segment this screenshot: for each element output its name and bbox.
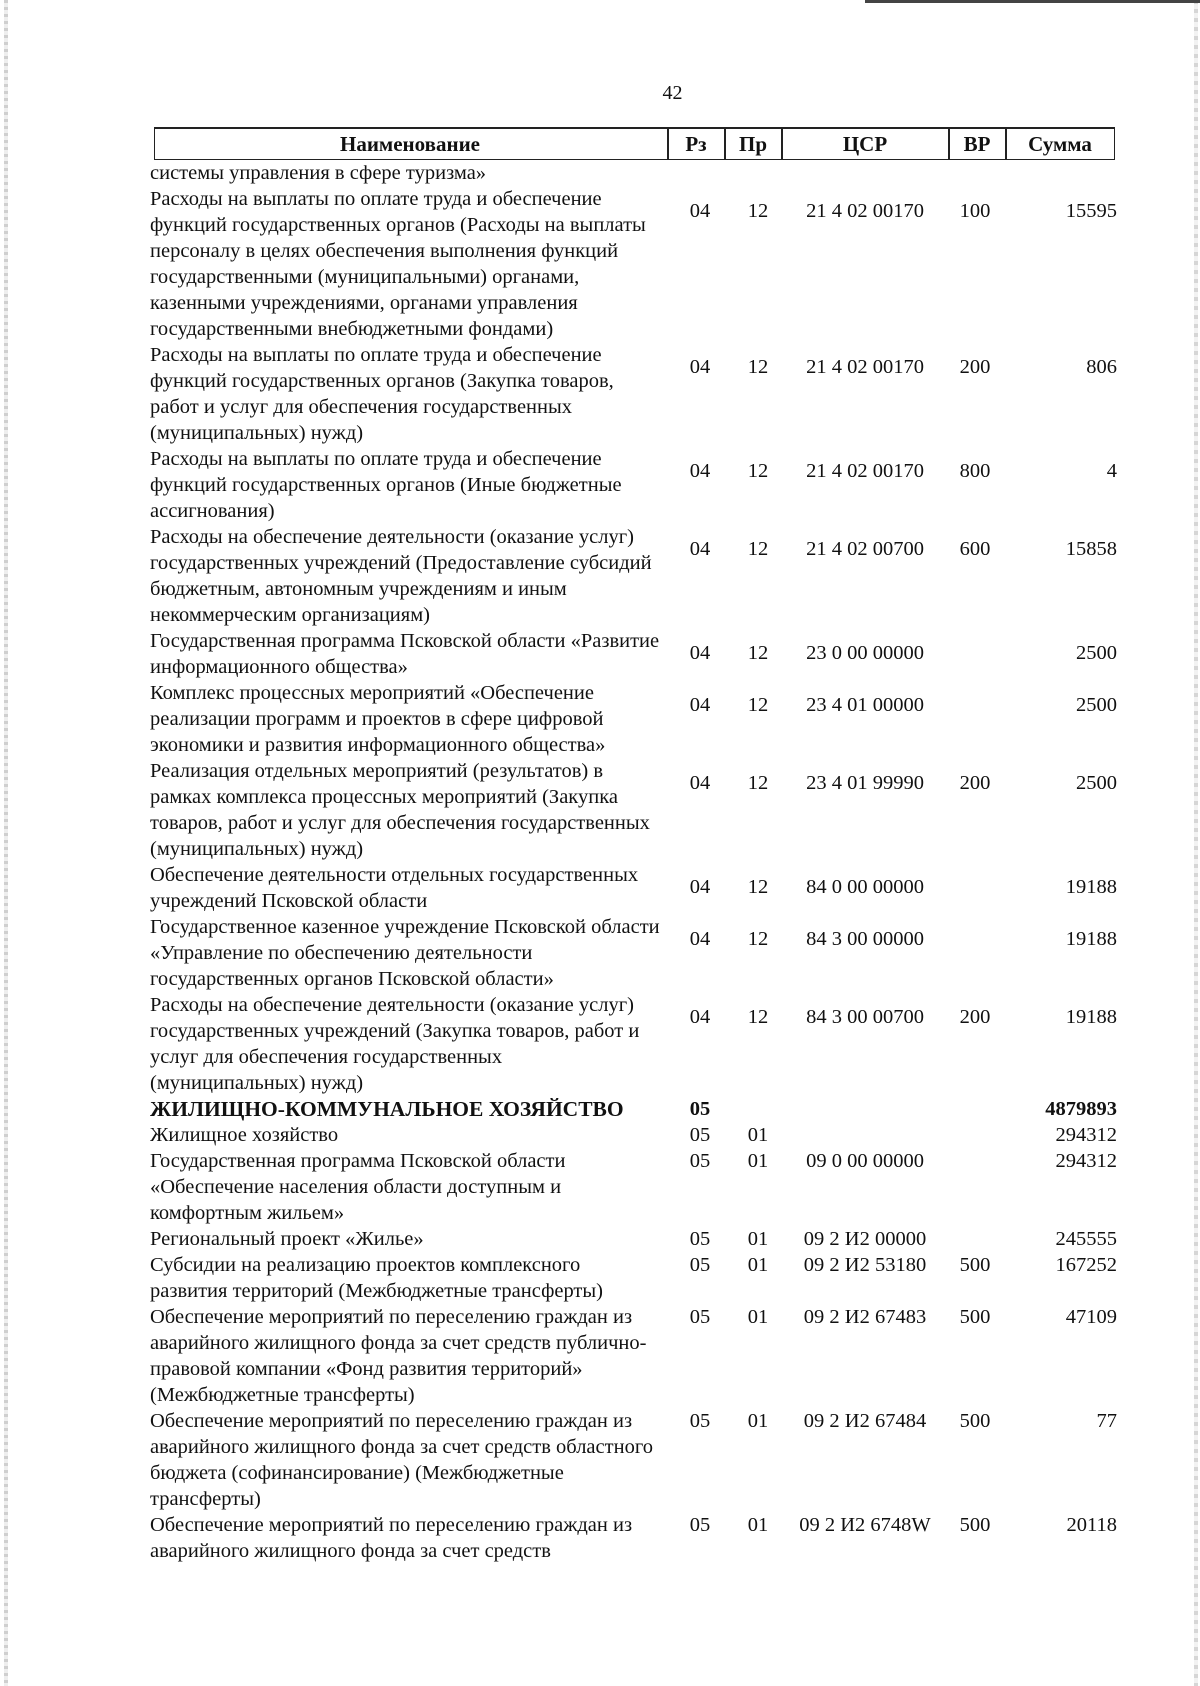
row-sum: 19188 xyxy=(1065,928,1117,950)
table-row xyxy=(150,914,1120,992)
row-csr: 21 4 02 00170 xyxy=(806,356,924,378)
row-sum: 4 xyxy=(1106,460,1117,482)
row-rz: 05 xyxy=(689,1254,711,1276)
row-sum: 19188 xyxy=(1065,876,1117,898)
row-vr: 200 xyxy=(959,356,991,378)
table-row xyxy=(150,186,1120,342)
row-csr: 84 0 00 00000 xyxy=(806,876,924,898)
row-name: Государственное казенное учреждение Псковской области «Управление по обеспечению деятельности государственных органов Псковской области» xyxy=(150,916,660,990)
table-row xyxy=(150,992,1120,1096)
row-rz: 05 xyxy=(689,1306,711,1328)
table-row xyxy=(150,862,1120,914)
row-rz: 04 xyxy=(689,200,711,222)
row-sum: 47109 xyxy=(1065,1306,1117,1328)
table-row xyxy=(150,524,1120,628)
row-vr: 600 xyxy=(959,538,991,560)
row-pr: 12 xyxy=(747,538,769,560)
row-pr: 01 xyxy=(747,1254,769,1276)
row-sum: 294312 xyxy=(1055,1124,1117,1146)
row-rz: 04 xyxy=(689,460,711,482)
row-csr: 21 4 02 00170 xyxy=(806,460,924,482)
row-vr: 200 xyxy=(959,772,991,794)
row-pr: 12 xyxy=(747,1006,769,1028)
row-rz: 05 xyxy=(689,1514,711,1536)
row-name: Государственная программа Псковской области «Развитие информационного общества» xyxy=(150,630,660,678)
scan-edge-right xyxy=(1194,0,1198,1686)
row-rz: 04 xyxy=(689,928,711,950)
row-name: Реализация отдельных мероприятий (результатов) в рамках комплекса процессных мероприятий (Закупка товаров, работ и услуг для обеспечения государственных (муниципальных) нужд) xyxy=(150,760,650,860)
row-pr: 01 xyxy=(747,1514,769,1536)
row-pr: 12 xyxy=(747,876,769,898)
row-sum: 2500 xyxy=(1076,694,1117,716)
row-csr: 09 0 00 00000 xyxy=(806,1150,924,1172)
row-pr: 12 xyxy=(747,928,769,950)
row-name: Расходы на обеспечение деятельности (оказание услуг) государственных учреждений (Предоставление субсидий бюджетным, автономным учреждениям и иным некоммерческим организациям) xyxy=(150,526,652,626)
row-csr: 21 4 02 00700 xyxy=(806,538,924,560)
row-name: Региональный проект «Жилье» xyxy=(150,1228,424,1250)
row-rz: 05 xyxy=(689,1124,711,1146)
row-name: Обеспечение мероприятий по переселению граждан из аварийного жилищного фонда за счет средств областного бюджета (софинансирование) (Межбюджетные трансферты) xyxy=(150,1410,653,1510)
table-body xyxy=(150,160,1120,1564)
row-vr: 500 xyxy=(959,1514,991,1536)
row-pr: 12 xyxy=(747,694,769,716)
row-csr: 23 4 01 99990 xyxy=(806,772,924,794)
row-rz: 04 xyxy=(689,772,711,794)
row-sum: 20118 xyxy=(1066,1514,1117,1536)
row-vr: 500 xyxy=(959,1254,991,1276)
row-rz: 04 xyxy=(689,356,711,378)
row-csr: 09 2 И2 6748W xyxy=(799,1514,931,1536)
row-pr: 12 xyxy=(747,200,769,222)
row-csr: 09 2 И2 00000 xyxy=(803,1228,927,1250)
row-vr: 100 xyxy=(959,200,991,222)
row-sum: 294312 xyxy=(1055,1150,1117,1172)
row-vr: 200 xyxy=(959,1006,991,1028)
row-pr: 12 xyxy=(747,356,769,378)
header-vr: ВР xyxy=(963,132,991,156)
table-row xyxy=(150,758,1120,862)
row-sum: 77 xyxy=(1096,1410,1117,1432)
row-sum: 19188 xyxy=(1065,1006,1117,1028)
table-row xyxy=(150,1512,1120,1564)
header-sum: Сумма xyxy=(1028,132,1092,156)
row-name: Расходы на выплаты по оплате труда и обеспечение функций государственных органов (Расходы на выплаты персоналу в целях обеспечения выполнения функций государственными (муниципальными) органами, казенными учреждениями, органами управления государственными внебюджетными фондами) xyxy=(150,188,646,340)
row-vr: 800 xyxy=(959,460,991,482)
row-name: Обеспечение мероприятий по переселению граждан из аварийного жилищного фонда за счет средств xyxy=(150,1514,633,1562)
row-sum: 15858 xyxy=(1065,538,1117,560)
row-vr: 500 xyxy=(959,1306,991,1328)
row-rz: 04 xyxy=(689,1006,711,1028)
header-rz: Рз xyxy=(685,132,707,156)
row-sum: 2500 xyxy=(1076,642,1117,664)
row-sum: 15595 xyxy=(1065,200,1117,222)
row-rz: 04 xyxy=(689,694,711,716)
row-name: Расходы на выплаты по оплате труда и обеспечение функций государственных органов (Закупка товаров, работ и услуг для обеспечения государственных (муниципальных) нужд) xyxy=(150,344,614,444)
row-rz: 05 xyxy=(689,1098,711,1120)
row-name: Расходы на выплаты по оплате труда и обеспечение функций государственных органов (Иные бюджетные ассигнования) xyxy=(150,448,622,522)
header-name: Наименование xyxy=(340,132,480,156)
row-pr: 01 xyxy=(747,1306,769,1328)
table-row xyxy=(150,160,1120,186)
row-rz: 05 xyxy=(689,1150,711,1172)
row-csr: 09 2 И2 67484 xyxy=(803,1410,927,1432)
row-sum: 245555 xyxy=(1055,1228,1117,1250)
row-rz: 05 xyxy=(689,1228,711,1250)
row-name: Расходы на обеспечение деятельности (оказание услуг) государственных учреждений (Закупка товаров, работ и услуг для обеспечения государственных (муниципальных) нужд) xyxy=(150,994,640,1094)
table-row xyxy=(150,1408,1120,1512)
table-header xyxy=(154,127,1115,160)
row-pr: 12 xyxy=(747,460,769,482)
row-pr: 01 xyxy=(747,1228,769,1250)
row-csr: 23 0 00 00000 xyxy=(806,642,924,664)
row-pr: 12 xyxy=(747,642,769,664)
table-row xyxy=(150,446,1120,524)
scan-edge-left xyxy=(4,0,8,1686)
row-name: Комплекс процессных мероприятий «Обеспечение реализации программ и проектов в сфере цифровой экономики и развития информационного общества» xyxy=(150,682,606,756)
row-pr: 01 xyxy=(747,1124,769,1146)
row-rz: 04 xyxy=(689,876,711,898)
table-row xyxy=(150,1148,1120,1226)
row-name: Обеспечение деятельности отдельных государственных учреждений Псковской области xyxy=(150,864,639,912)
table-row xyxy=(150,680,1120,758)
row-csr: 84 3 00 00700 xyxy=(806,1006,924,1028)
table-row xyxy=(150,1304,1120,1408)
row-csr: 09 2 И2 67483 xyxy=(803,1306,927,1328)
header-csr: ЦСР xyxy=(842,132,888,156)
row-name: Жилищное хозяйство xyxy=(150,1124,339,1146)
row-csr: 23 4 01 00000 xyxy=(806,694,924,716)
table-row xyxy=(150,1096,1120,1122)
table-row xyxy=(150,628,1120,680)
row-csr: 21 4 02 00170 xyxy=(806,200,924,222)
header-pr: Пр xyxy=(738,132,767,156)
scan-top-line xyxy=(865,0,1200,3)
row-sum: 2500 xyxy=(1076,772,1117,794)
row-pr: 01 xyxy=(747,1150,769,1172)
row-rz: 04 xyxy=(689,642,711,664)
row-name: Обеспечение мероприятий по переселению граждан из аварийного жилищного фонда за счет средств публично-правовой компании «Фонд развития территорий» (Межбюджетные трансферты) xyxy=(150,1306,647,1406)
row-rz: 04 xyxy=(689,538,711,560)
row-sum: 806 xyxy=(1086,356,1117,378)
table-row xyxy=(150,1252,1120,1304)
row-pr: 01 xyxy=(747,1410,769,1432)
row-pr: 12 xyxy=(747,772,769,794)
row-name: Государственная программа Псковской области «Обеспечение населения области доступным и комфортным жильем» xyxy=(150,1150,566,1224)
table-row xyxy=(150,342,1120,446)
row-name: ЖИЛИЩНО-КОММУНАЛЬНОЕ ХОЗЯЙСТВО xyxy=(150,1097,624,1121)
table-row xyxy=(150,1122,1120,1148)
row-vr: 500 xyxy=(959,1410,991,1432)
row-rz: 05 xyxy=(689,1410,711,1432)
row-sum: 167252 xyxy=(1055,1254,1117,1276)
row-csr: 84 3 00 00000 xyxy=(806,928,924,950)
row-name: системы управления в сфере туризма» xyxy=(150,162,487,184)
table-row xyxy=(150,1226,1120,1252)
row-csr: 09 2 И2 53180 xyxy=(803,1254,927,1276)
row-name: Субсидии на реализацию проектов комплексного развития территорий (Межбюджетные трансферты) xyxy=(150,1254,603,1302)
page-number: 42 xyxy=(662,82,683,104)
row-sum: 4879893 xyxy=(1045,1098,1117,1120)
